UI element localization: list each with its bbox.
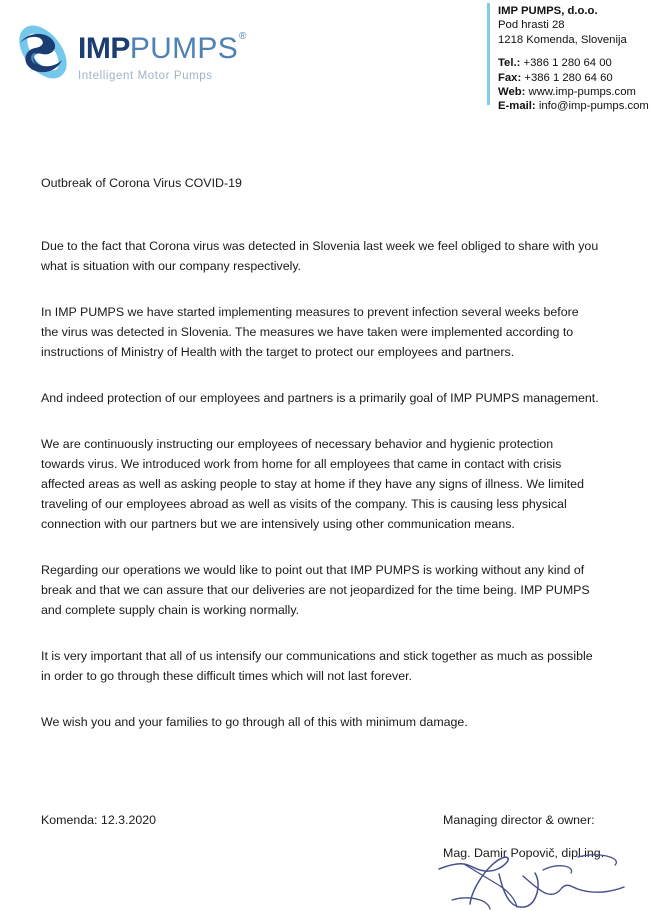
imp-pumps-swirl-logo-icon (14, 23, 72, 81)
letter-body (41, 173, 599, 732)
letterhead (0, 0, 660, 115)
wordmark-secondary: PUMPS (129, 32, 239, 65)
web-value[interactable]: www.imp-pumps.com (528, 86, 636, 99)
imp-pumps-wordmark (78, 31, 308, 83)
place-and-date: Komenda: 12.3.2020 (41, 813, 157, 827)
letter-paragraph: Regarding our operations we would like to point out that IMP PUMPS is working without any kind of break and that we can assure that our deliveries are not jeopardized for the time being. IMP PUMPS and complete supply chain is working normally. (41, 563, 590, 617)
signer-role: Managing director & owner: (443, 813, 595, 827)
registered-trademark-icon: ® (239, 31, 246, 42)
fax-label: Fax: (498, 71, 522, 84)
address-city: 1218 Komenda, Slovenija (498, 33, 627, 46)
address-spacer (498, 47, 660, 56)
address-company-name: IMP PUMPS, d.o.o. (498, 5, 598, 17)
letter-paragraph: In IMP PUMPS we have started implementing measures to prevent infection several weeks before the virus was detected in Slovenia. The measures we have taken were implemented according to instructions of Ministry of Health with the target to protect our employees and partners. (41, 305, 579, 359)
address-accent-rule (487, 3, 490, 105)
telephone-label: Tel.: (498, 57, 521, 70)
letter-paragraph: We are continuously instructing our employees of necessary behavior and hygienic protection towards virus. We introduced work from home for all employees that came in contact with crisis affected areas as well as asking people to stay at home if they have any signs of illness. We limited traveling of our employees abroad as well as visits of the company. This is causing less physical connection with our partners but we are intensively using other communication means. (41, 437, 584, 531)
wordmark-tagline: Intelligent Motor Pumps (78, 70, 213, 82)
email-value[interactable]: info@imp-pumps.com (538, 100, 649, 113)
signer-name: Mag. Damir Popovič, dipl.ing. (443, 846, 605, 860)
letter-paragraph: We wish you and your families to go through all of this with minimum damage. (41, 715, 468, 729)
web-label: Web: (498, 86, 526, 99)
address-website (498, 85, 660, 99)
address-email (498, 99, 660, 113)
letter-paragraph: And indeed protection of our employees and partners is a primarily goal of IMP PUMPS management. (41, 391, 599, 405)
telephone-value: +386 1 280 64 00 (523, 57, 612, 70)
company-address-block (498, 4, 660, 114)
handwritten-signature (437, 852, 647, 911)
email-label: E-mail: (498, 100, 536, 113)
letter-subject: Outbreak of Corona Virus COVID-19 (41, 176, 242, 190)
wordmark-primary: IMP (78, 32, 130, 65)
address-telephone (498, 56, 660, 70)
fax-value: +386 1 280 64 60 (524, 71, 613, 84)
address-fax (498, 71, 660, 85)
address-street: Pod hrasti 28 (498, 19, 565, 32)
letter-paragraph: Due to the fact that Corona virus was detected in Slovenia last week we feel obliged to share with you what is situation with our company respectively. (41, 239, 599, 273)
letter-paragraph: It is very important that all of us intensify our communications and stick together as much as possible in order to go through these difficult times which will not last forever. (41, 649, 593, 683)
